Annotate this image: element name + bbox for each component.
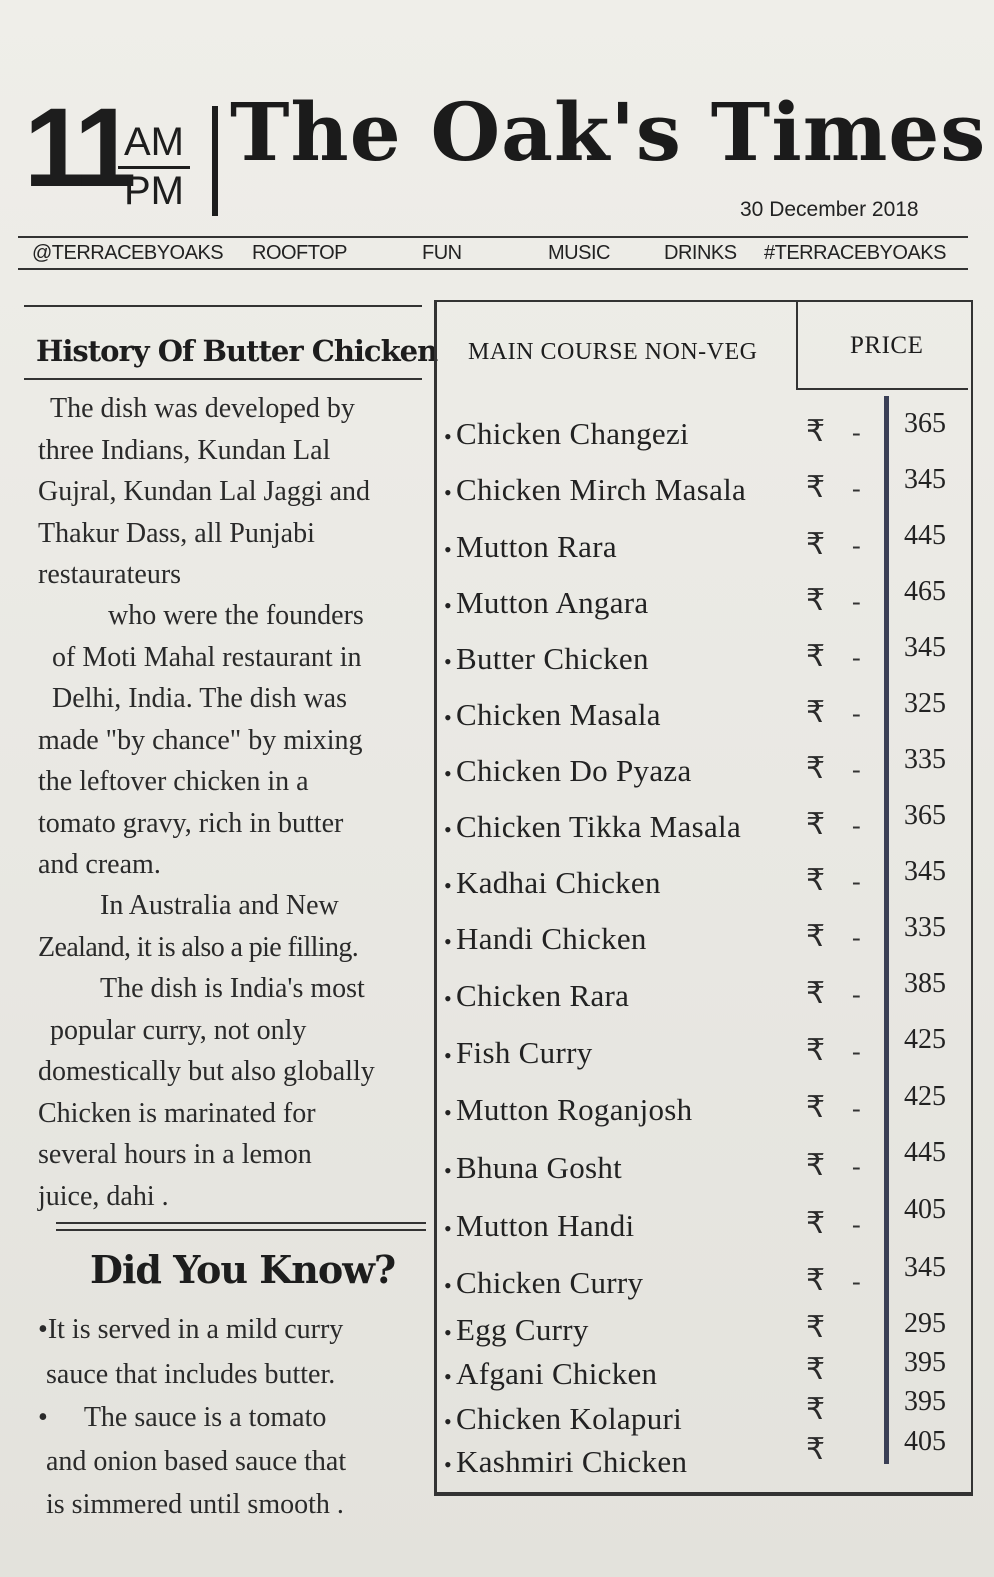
history-line: Zealand, it is also a pie filling. [38, 932, 359, 963]
rupee-icon: ₹ [806, 976, 826, 1011]
menu-item-name: • Kadhai Chicken [444, 865, 661, 900]
am-pm-label [118, 120, 190, 213]
menu-item-price: 445 [904, 1137, 946, 1168]
tag-bar [18, 236, 968, 270]
did-you-know-line: and onion based sauce that [46, 1446, 347, 1477]
bullet-icon: • [444, 1042, 453, 1068]
menu-item-price: 385 [904, 968, 946, 999]
history-line: restaurateurs [38, 559, 182, 590]
menu-item-price: 325 [904, 688, 946, 719]
menu-item-name: • Chicken Masala [444, 697, 661, 732]
rupee-icon: ₹ [806, 583, 826, 618]
history-line: and cream. [38, 849, 161, 880]
rupee-icon: ₹ [806, 1033, 826, 1068]
menu-section-heading: MAIN COURSE NON-VEG [468, 339, 758, 365]
history-line: made "by chance" by mixing [38, 725, 363, 756]
menu-item-name: • Chicken Curry [444, 1265, 644, 1300]
menu-item-name: • Bhuna Gosht [444, 1150, 623, 1185]
did-you-know-line: The sauce is a tomato [83, 1402, 327, 1433]
bullet-icon: • [444, 423, 453, 449]
rupee-icon: ₹ [806, 1090, 826, 1125]
tag-item: FUN [422, 242, 462, 264]
newspaper-title: The Oak's Times [230, 85, 987, 179]
history-title-rule [24, 378, 422, 380]
bullet-icon: • [444, 872, 453, 898]
bullet-icon: • [444, 760, 453, 786]
menu-item-name: • Afgani Chicken [444, 1356, 658, 1391]
price-dash: - [852, 980, 861, 1009]
tag-item: #TERRACEBYOAKS [764, 242, 946, 264]
price-column-rule [884, 396, 889, 1464]
price-dash: - [852, 699, 861, 728]
price-dash: - [852, 587, 861, 616]
menu-item-price: 425 [904, 1024, 946, 1055]
rupee-icon: ₹ [806, 470, 826, 505]
bullet-icon: • [444, 1319, 453, 1345]
history-line: The dish is India's most [100, 973, 365, 1004]
menu-item-price: 295 [904, 1308, 946, 1339]
menu-item-name: • Chicken Tikka Masala [444, 809, 742, 844]
bullet-icon: • [38, 1314, 48, 1345]
pm-text: PM [124, 169, 184, 213]
menu-item-price: 345 [904, 464, 946, 495]
history-line: several hours in a lemon [38, 1139, 312, 1170]
rupee-icon: ₹ [806, 751, 826, 786]
price-dash: - [852, 1094, 861, 1123]
hour-number: 11 [24, 85, 131, 210]
menu-item-price: 465 [904, 576, 946, 607]
bullet-icon: • [444, 704, 453, 730]
menu-item-name: • Chicken Mirch Masala [444, 472, 747, 507]
did-you-know-item [38, 1309, 343, 1351]
price-dash: - [852, 1152, 861, 1181]
tag-item: MUSIC [548, 242, 610, 264]
menu-item-name: • Kashmiri Chicken [444, 1444, 688, 1479]
history-line: three Indians, Kundan Lal [38, 435, 331, 466]
menu-item-price: 365 [904, 800, 946, 831]
menu-item-name: • Mutton Rara [444, 529, 617, 564]
menu-item-name: • Handi Chicken [444, 921, 647, 956]
issue-date: 30 December 2018 [740, 198, 919, 221]
bullet-icon: • [444, 1272, 453, 1298]
bullet-icon: • [444, 1099, 453, 1125]
price-dash: - [852, 811, 861, 840]
menu-item-price: 395 [904, 1386, 946, 1417]
price-dash: - [852, 1210, 861, 1239]
tag-item: DRINKS [664, 242, 737, 264]
rupee-icon: ₹ [806, 1432, 826, 1467]
menu-item-price: 335 [904, 744, 946, 775]
price-dash: - [852, 643, 861, 672]
rupee-icon: ₹ [806, 639, 826, 674]
rupee-icon: ₹ [806, 414, 826, 449]
am-text: AM [118, 120, 190, 169]
history-line: Chicken is marinated for [38, 1098, 316, 1129]
menu-item-price: 405 [904, 1426, 946, 1457]
menu-item-name: • Mutton Angara [444, 585, 649, 620]
menu-item-name: • Chicken Kolapuri [444, 1401, 683, 1436]
bullet-icon: • [444, 1408, 453, 1434]
bullet-icon: • [444, 1363, 453, 1389]
history-line: juice, dahi . [38, 1181, 169, 1212]
history-title: History Of Butter Chicken [36, 334, 438, 368]
bullet-icon: • [444, 592, 453, 618]
rupee-icon: ₹ [806, 1148, 826, 1183]
history-top-rule [24, 305, 422, 307]
price-dash: - [852, 1267, 861, 1296]
rupee-icon: ₹ [806, 807, 826, 842]
rupee-icon: ₹ [806, 1352, 826, 1387]
menu-item-name: • Chicken Do Pyaza [444, 753, 692, 788]
menu-item-name: • Chicken Changezi [444, 416, 689, 451]
history-line: popular curry, not only [50, 1015, 307, 1046]
price-dash: - [852, 1037, 861, 1066]
history-line: Gujral, Kundan Lal Jaggi and [38, 476, 371, 507]
bullet-icon: • [444, 985, 453, 1011]
did-you-know-item [38, 1397, 326, 1439]
rupee-icon: ₹ [806, 919, 826, 954]
menu-item-name: • Fish Curry [444, 1035, 593, 1070]
bullet-icon: • [444, 1451, 453, 1477]
history-line: Thakur Dass, all Punjabi [38, 518, 315, 549]
menu-item-price: 345 [904, 1252, 946, 1283]
menu-item-name: • Mutton Roganjosh [444, 1092, 693, 1127]
bullet-icon: • [444, 816, 453, 842]
menu-item-price: 365 [904, 408, 946, 439]
menu-item-name: • Chicken Rara [444, 978, 630, 1013]
did-you-know-line: is simmered until smooth . [46, 1489, 344, 1520]
tag-item: @TERRACEBYOAKS [32, 242, 224, 264]
price-dash: - [852, 531, 861, 560]
history-line: In Australia and New [100, 890, 339, 921]
history-line: the leftover chicken in a [38, 766, 309, 797]
tag-item: ROOFTOP [252, 242, 348, 264]
price-dash: - [852, 474, 861, 503]
bullet-icon: • [444, 1157, 453, 1183]
menu-item-price: 405 [904, 1194, 946, 1225]
menu-item-price: 425 [904, 1081, 946, 1112]
rupee-icon: ₹ [806, 695, 826, 730]
price-dash: - [852, 418, 861, 447]
menu-item-price: 345 [904, 856, 946, 887]
did-you-know-line: sauce that includes butter. [46, 1359, 336, 1390]
menu-item-price: 345 [904, 632, 946, 663]
price-dash: - [852, 755, 861, 784]
price-heading: PRICE [850, 332, 924, 359]
bullet-icon: • [444, 479, 453, 505]
menu-item-price: 395 [904, 1347, 946, 1378]
bullet-icon: • [38, 1402, 48, 1433]
price-dash: - [852, 867, 861, 896]
rupee-icon: ₹ [806, 863, 826, 898]
bullet-icon: • [444, 648, 453, 674]
did-you-know-line: It is served in a mild curry [47, 1314, 344, 1345]
menu-item-price: 445 [904, 520, 946, 551]
rupee-icon: ₹ [806, 527, 826, 562]
menu-item-price: 335 [904, 912, 946, 943]
history-line: domestically but also globally [38, 1056, 375, 1087]
menu-item-name: • Butter Chicken [444, 641, 649, 676]
price-dash: - [852, 923, 861, 952]
masthead-divider [212, 106, 218, 216]
rupee-icon: ₹ [806, 1310, 826, 1345]
history-line: tomato gravy, rich in butter [38, 808, 344, 839]
bullet-icon: • [444, 536, 453, 562]
history-line: Delhi, India. The dish was [52, 683, 347, 714]
bullet-icon: • [444, 928, 453, 954]
bullet-icon: • [444, 1215, 453, 1241]
did-you-know-rule-bottom [56, 1229, 426, 1231]
rupee-icon: ₹ [806, 1392, 826, 1427]
history-line: The dish was developed by [50, 393, 355, 424]
menu-item-name: • Egg Curry [444, 1312, 589, 1347]
did-you-know-rule-top [56, 1222, 426, 1224]
history-line: of Moti Mahal restaurant in [52, 642, 362, 673]
did-you-know-title: Did You Know? [90, 1247, 396, 1292]
menu-item-name: • Mutton Handi [444, 1208, 635, 1243]
history-line: who were the founders [108, 600, 364, 631]
rupee-icon: ₹ [806, 1263, 826, 1298]
rupee-icon: ₹ [806, 1206, 826, 1241]
